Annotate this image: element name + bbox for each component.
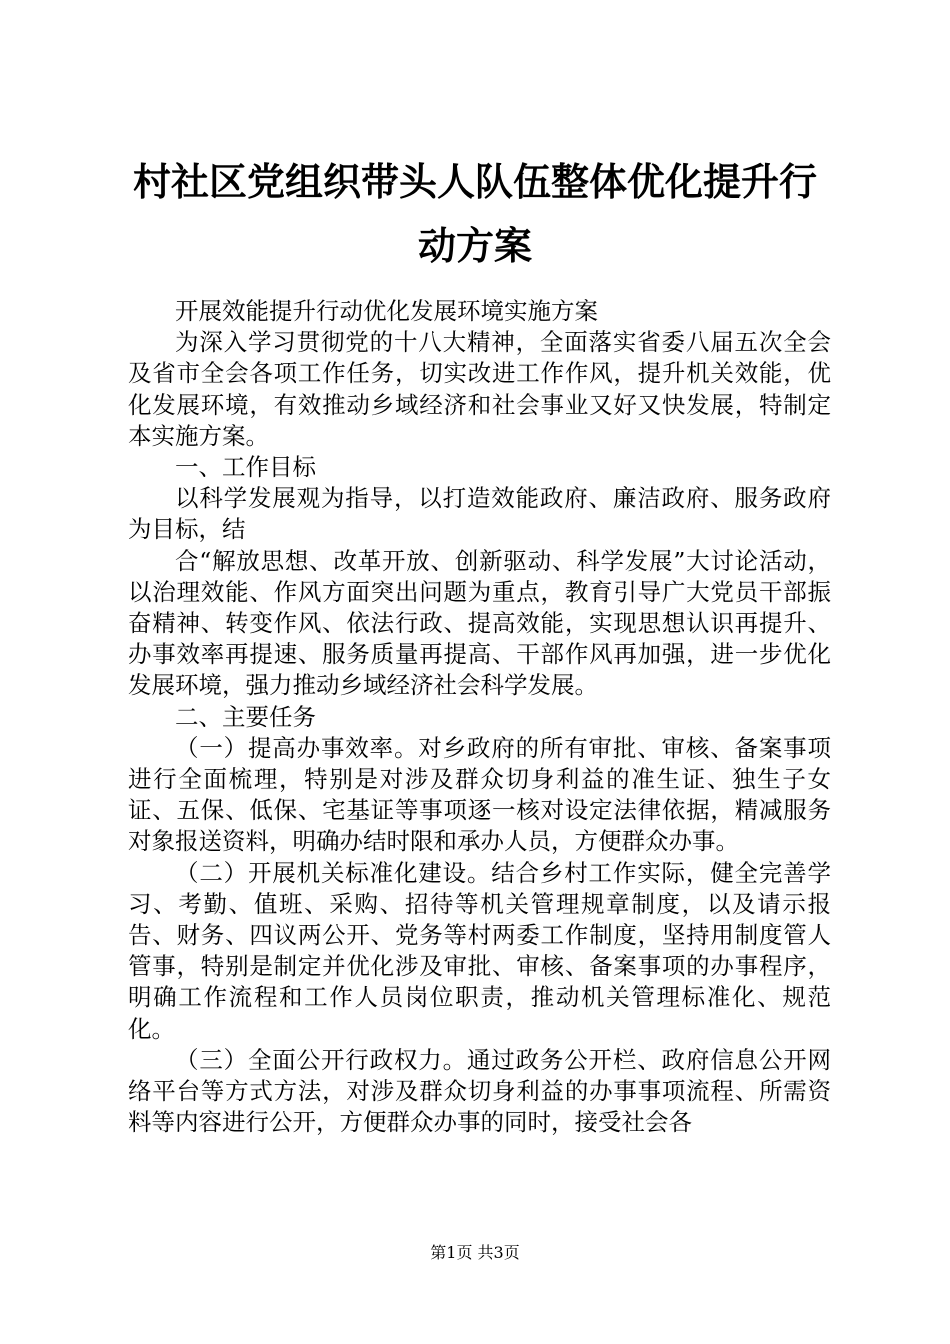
paragraph-task-3: （三）全面公开行政权力。通过政务公开栏、政府信息公开网络平台等方式方法，对涉及群众切身利益的办事事项流程、所需资料等内容进行公开，方便群众办事的同时，接受社会各	[128, 1045, 831, 1137]
document-body	[128, 296, 831, 1138]
paragraph-goals-1: 以科学发展观为指导，以打造效能政府、廉洁政府、服务政府为目标，结	[128, 484, 831, 544]
page-footer: 第1页 共3页	[430, 1243, 520, 1262]
document-subtitle: 开展效能提升行动优化发展环境实施方案	[175, 297, 598, 325]
section-heading-tasks: 二、主要任务	[175, 702, 316, 731]
paragraph-intro: 为深入学习贯彻党的十八大精神，全面落实省委八届五次全会及省市全会各项工作任务，切实改进工作作风，提升机关效能，优化发展环境，有效推动乡域经济和社会事业又好又快发展，特制定本实施方案。	[128, 328, 831, 450]
document-title: 村社区党组织带头人队伍整体优化提升行动方案	[132, 159, 817, 268]
section-heading-goals: 一、工作目标	[175, 453, 316, 482]
paragraph-task-1: （一）提高办事效率。对乡政府的所有审批、审核、备案事项进行全面梳理，特别是对涉及群众切身利益的准生证、独生子女证、五保、低保、宅基证等事项逐一核对设定法律依据，精减服务对象报送资料，明确办结时限和承办人员，方便群众办事。	[128, 733, 831, 856]
paragraph-goals-2: 合“解放思想、改革开放、创新驱动、科学发展”大讨论活动，以治理效能、作风方面突出问题为重点，教育引导广大党员干部振奋精神、转变作风、依法行政、提高效能，实现思想认识再提升、办事效率再提速、服务质量再提高、干部作风再加强，进一步优化发展环境，强力推动乡域经济社会科学发展。	[128, 546, 831, 700]
paragraph-task-2: （二）开展机关标准化建设。结合乡村工作实际，健全完善学习、考勤、值班、采购、招待等机关管理规章制度，以及请示报告、财务、四议两公开、党务等村两委工作制度，坚持用制度管人管事，特别是制定并优化涉及审批、审核、备案事项的办事程序，明确工作流程和工作人员岗位职责，推动机关管理标准化、规范化。	[128, 858, 831, 1043]
